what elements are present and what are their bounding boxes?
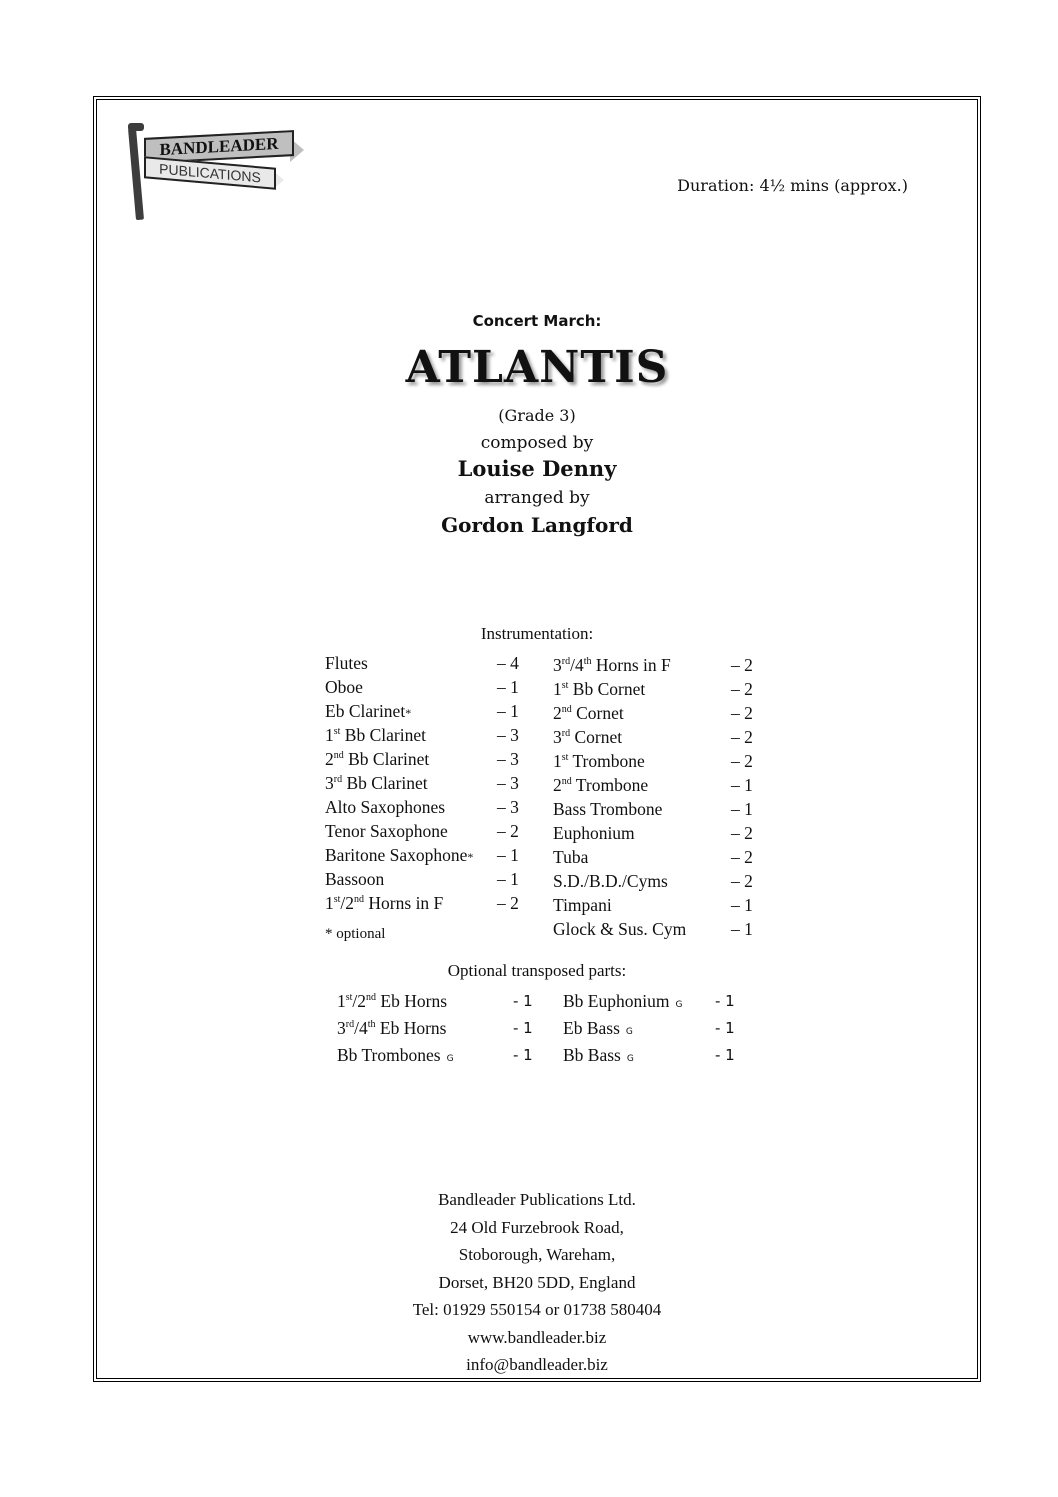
instrument-text: 1: [325, 725, 334, 745]
instrument-row: [325, 723, 525, 747]
instrument-text: 1: [325, 893, 334, 913]
instrument-row: [553, 845, 758, 869]
part-count: - 1: [715, 1046, 735, 1064]
instrument-row: [553, 653, 758, 677]
instrument-text: Bb Clarinet: [342, 773, 428, 793]
instrument-row: [325, 651, 525, 675]
part-count: - 1: [513, 1019, 533, 1037]
instrument-text: 1: [337, 991, 346, 1011]
part-count: – 3: [497, 749, 519, 769]
part-count: – 2: [731, 655, 753, 675]
instrument-row: [553, 893, 758, 917]
part-count: – 2: [731, 703, 753, 723]
instrument-row: [325, 867, 525, 891]
transposed-right-column: [563, 988, 743, 1069]
instrument-name: [325, 891, 443, 915]
part-count: – 2: [731, 727, 753, 747]
instrument-text: Eb Bass: [563, 1018, 620, 1038]
duration: Duration: 4½ mins (approx.): [677, 176, 908, 195]
instrument-text: /2: [352, 991, 367, 1011]
instrument-text: Bb Trombones: [337, 1045, 441, 1065]
instrument-row: [325, 699, 525, 723]
page-title: ATLANTIS: [405, 342, 669, 393]
transposed-left-column: [337, 988, 537, 1069]
instrument-text: Bass Trombone: [553, 799, 663, 819]
instrument-row: [325, 843, 525, 867]
part-count: – 2: [731, 871, 753, 891]
instrument-row: [563, 988, 743, 1015]
clef-mark: G: [446, 1054, 454, 1064]
instrument-text: 2: [553, 775, 562, 795]
instrument-text: Eb Clarinet: [325, 701, 406, 721]
part-count: – 4: [497, 653, 519, 673]
optional-mark: *: [467, 850, 474, 864]
instrument-name: [325, 867, 384, 891]
composed-by-label: composed by: [480, 433, 594, 453]
instrument-text: Bb Euphonium: [563, 991, 670, 1011]
instrument-row: [553, 821, 758, 845]
instrument-row: [325, 675, 525, 699]
part-count: – 2: [731, 847, 753, 867]
instrument-name: [553, 749, 645, 773]
instrument-row: [563, 1042, 743, 1069]
instrument-row: [337, 1015, 537, 1042]
subtitle: Concert March:: [472, 312, 602, 330]
part-count: – 1: [497, 869, 519, 889]
instrument-row: [325, 747, 525, 771]
address-line: info@bandleader.biz: [466, 1355, 608, 1374]
logo-pole: [128, 128, 144, 220]
instrument-name: [325, 675, 363, 699]
ordinal-suffix: st: [333, 726, 341, 738]
instrument-text: 2: [553, 703, 562, 723]
ordinal-suffix: st: [561, 752, 569, 764]
publisher-address: [93, 1186, 981, 1379]
address-line: Bandleader Publications Ltd.: [438, 1190, 636, 1209]
instrument-name: [553, 917, 686, 941]
instrument-text: Cornet: [570, 727, 623, 747]
part-count: – 1: [731, 799, 753, 819]
instrument-row: [563, 1015, 743, 1042]
instrument-text: 3: [337, 1018, 346, 1038]
part-count: – 1: [731, 919, 753, 939]
address-line: www.bandleader.biz: [467, 1327, 607, 1347]
instrument-text: Timpani: [553, 895, 612, 915]
ordinal-suffix: st: [561, 680, 569, 692]
instrument-text: Baritone Saxophone: [325, 845, 468, 865]
instrument-row: [337, 1042, 537, 1069]
instrument-row: [325, 771, 525, 795]
ordinal-suffix: rd: [561, 656, 571, 668]
part-count: – 3: [497, 773, 519, 793]
instrument-name: [325, 843, 473, 869]
clef-mark: G: [626, 1054, 634, 1064]
instrument-text: Alto Saxophones: [325, 797, 446, 817]
part-count: – 1: [731, 775, 753, 795]
logo-text-line2: PUBLICATIONS: [144, 156, 276, 190]
instrument-row: [553, 749, 758, 773]
instrument-text: Oboe: [325, 677, 363, 697]
instrument-name: [325, 747, 429, 771]
part-count: - 1: [513, 992, 533, 1010]
instrumentation-heading: Instrumentation:: [480, 624, 594, 643]
instrument-text: 1: [553, 751, 562, 771]
instrument-text: Eb Horns: [376, 991, 448, 1011]
part-count: – 2: [497, 893, 519, 913]
instrument-text: /4: [354, 1018, 368, 1038]
part-count: – 1: [497, 845, 519, 865]
address-line: 24 Old Furzebrook Road,: [450, 1217, 624, 1237]
instrument-row: [553, 725, 758, 749]
instrument-text: 3: [553, 727, 562, 747]
instrument-text: Cornet: [571, 703, 624, 723]
optional-note: * optional: [325, 926, 386, 942]
instrument-name: [553, 869, 668, 893]
ordinal-suffix: rd: [333, 774, 343, 786]
ordinal-suffix: nd: [333, 750, 344, 762]
ordinal-suffix: st: [333, 894, 341, 906]
instrument-name: [553, 677, 645, 701]
instrument-row: [553, 773, 758, 797]
logo-text-line1: BANDLEADER: [144, 130, 294, 164]
composer-name: Louise Denny: [457, 456, 617, 481]
instrument-text: Glock & Sus. Cym: [553, 919, 687, 939]
part-count: – 2: [731, 679, 753, 699]
instrument-name: [553, 701, 624, 725]
part-count: - 1: [715, 992, 735, 1010]
ordinal-suffix: nd: [354, 894, 365, 906]
ordinal-suffix: nd: [561, 776, 572, 788]
ordinal-suffix: th: [583, 656, 592, 668]
instrument-text: 2: [325, 749, 334, 769]
instrument-name: [337, 1042, 454, 1073]
instrument-name: [553, 893, 612, 917]
arranged-by-label: arranged by: [484, 488, 590, 508]
instrument-name: [325, 819, 448, 843]
instrument-text: Eb Horns: [375, 1018, 447, 1038]
instrument-row: [553, 917, 758, 941]
instrument-text: Euphonium: [553, 823, 635, 843]
instrument-text: Trombone: [571, 775, 649, 795]
clef-mark: G: [625, 1027, 633, 1037]
instrument-text: 3: [325, 773, 334, 793]
instrument-name: [553, 653, 671, 677]
instrument-name: [337, 1015, 446, 1042]
instrument-row: [325, 819, 525, 843]
instrument-text: Bb Bass: [563, 1045, 621, 1065]
instrument-text: Horns in F: [364, 893, 444, 913]
instrument-text: Bb Clarinet: [340, 725, 426, 745]
instrument-text: Flutes: [325, 653, 368, 673]
instrument-name: [325, 723, 426, 747]
instrument-text: Bb Cornet: [568, 679, 646, 699]
instrument-text: /4: [570, 655, 584, 675]
instrument-row: [553, 677, 758, 701]
part-count: – 3: [497, 725, 519, 745]
instrumentation-right-column: [553, 653, 758, 941]
ordinal-suffix: rd: [345, 1019, 355, 1031]
part-count: - 1: [513, 1046, 533, 1064]
part-count: – 2: [731, 751, 753, 771]
ordinal-suffix: nd: [561, 704, 572, 716]
optional-mark: *: [405, 706, 412, 720]
instrument-name: [553, 773, 648, 797]
instrument-text: Trombone: [568, 751, 645, 771]
ordinal-suffix: rd: [561, 728, 571, 740]
instrument-row: [325, 795, 525, 819]
instrument-row: [553, 797, 758, 821]
clef-mark: G: [675, 1000, 683, 1010]
instrument-text: Horns in F: [591, 655, 671, 675]
part-count: – 1: [731, 895, 753, 915]
instrumentation-left-column: [325, 651, 525, 915]
publisher-logo: [122, 120, 307, 220]
address-line: Dorset, BH20 5DD, England: [438, 1272, 636, 1292]
instrument-text: /2: [340, 893, 355, 913]
instrument-text: Tenor Saxophone: [325, 821, 448, 841]
instrument-text: S.D./B.D./Cyms: [553, 871, 668, 891]
part-count: – 3: [497, 797, 519, 817]
arranger-name: Gordon Langford: [441, 513, 633, 537]
instrument-text: 1: [553, 679, 562, 699]
ordinal-suffix: nd: [366, 992, 377, 1004]
instrument-row: [553, 869, 758, 893]
instrument-name: [553, 725, 622, 749]
instrument-name: [325, 699, 411, 725]
instrument-name: [553, 821, 635, 845]
part-count: – 2: [497, 821, 519, 841]
part-count: – 2: [731, 823, 753, 843]
instrument-name: [337, 988, 447, 1015]
instrument-name: [325, 651, 368, 675]
instrument-name: [325, 771, 428, 795]
part-count: - 1: [715, 1019, 735, 1037]
instrument-name: [325, 795, 445, 819]
instrument-text: Bassoon: [325, 869, 385, 889]
ordinal-suffix: th: [367, 1019, 376, 1031]
grade: (Grade 3): [498, 406, 576, 425]
instrument-row: [553, 701, 758, 725]
instrument-name: [553, 797, 662, 821]
instrument-name: [553, 845, 588, 869]
instrument-text: Bb Clarinet: [343, 749, 430, 769]
instrument-text: Tuba: [553, 847, 589, 867]
ordinal-suffix: st: [345, 992, 353, 1004]
instrument-row: [325, 891, 525, 915]
instrument-name: [563, 1042, 634, 1073]
part-count: – 1: [497, 677, 519, 697]
address-line: Tel: 01929 550154 or 01738 580404: [412, 1300, 662, 1319]
transposed-heading: Optional transposed parts:: [447, 961, 627, 980]
address-line: Stoborough, Wareham,: [458, 1245, 616, 1264]
instrument-text: 3: [553, 655, 562, 675]
part-count: – 1: [497, 701, 519, 721]
instrument-row: [337, 988, 537, 1015]
